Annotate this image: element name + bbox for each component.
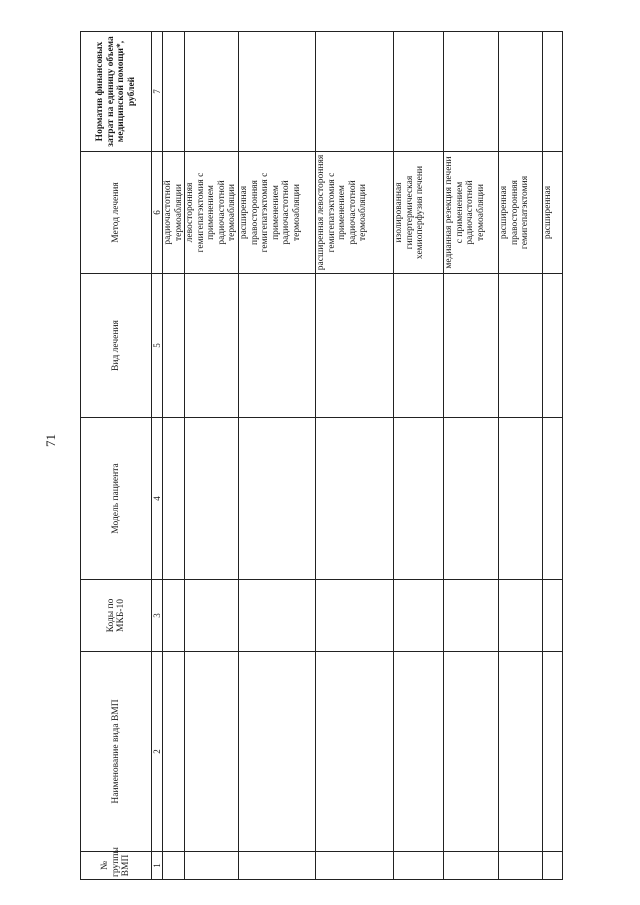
header-icd-codes: Коды по МКБ-10 [81,580,152,652]
column-number: 5 [152,274,163,418]
column-number: 6 [152,152,163,274]
table-row [394,32,444,880]
column-number: 4 [152,418,163,580]
page-number: 71 [43,434,58,447]
column-number: 2 [152,652,163,852]
method-cell: медианная резекция печени с применением радиочастотной термоабляции [444,152,499,274]
method-cell: левосторонняя гемигепатэктомия с применением радиочастотной термоабляции [185,152,239,274]
method-cell: расширенная правосторонняя гемигепатэктомия с применением радиочастотной термоабляции [239,152,316,274]
header-treatment-type: Вид лечения [81,274,152,418]
header-row [81,32,152,880]
header-patient-model: Модель пациента [81,418,152,580]
table-row [499,32,543,880]
method-cell: расширенная правосторонняя гемигепатэктомия [499,152,543,274]
column-number: 3 [152,580,163,652]
header-cost-norm: Норматив финансовых затрат на единицу объема медицинской помощи*, рублей [81,32,152,152]
header-group-number: № группы ВМП [81,852,152,880]
vmp-table [80,31,563,880]
table-row [163,32,185,880]
method-cell: расширенная левосторонняя гемигепатэктомия с применением радиочастотной термоабляции [316,152,394,274]
column-number-row [152,32,163,880]
column-number: 1 [152,852,163,880]
table-row [316,32,394,880]
column-number: 7 [152,32,163,152]
rotated-table-container [80,32,560,880]
method-cell: изолированная гипертермическая хемиоперфузия печени [394,152,444,274]
table-row [185,32,239,880]
header-treatment-method: Метод лечения [81,152,152,274]
table-row [239,32,316,880]
table-row [543,32,563,880]
header-vmp-name: Наименование вида ВМП [81,652,152,852]
method-cell: радиочастотной термоабляции [163,152,185,274]
table-row [444,32,499,880]
method-cell: расширенная [543,152,563,274]
